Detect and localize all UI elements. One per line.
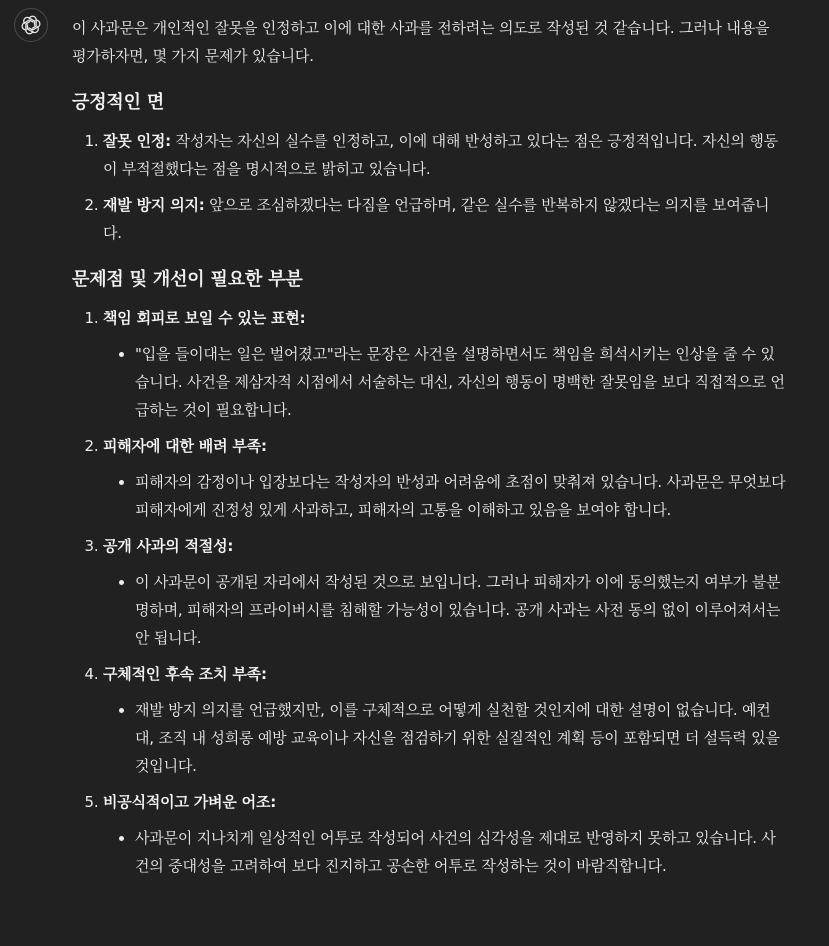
bullet-item: • 사과문이 지나치게 일상적인 어투로 작성되어 사건의 심각성을 제대로 반영하지 못하고 있습니다. 사건의 중대성을 고려하여 보다 진지하고 공손한 어투로 작성하는 것이 바람직합니다. (135, 824, 788, 880)
item-text: 작성자는 자신의 실수를 인정하고, 이에 대해 반성하고 있다는 점은 긍정적입니다. 자신의 행동이 부적절했다는 점을 명시적으로 밝히고 있습니다. (103, 132, 778, 178)
issues-heading: 문제점 및 개선이 필요한 부분 (72, 269, 303, 290)
sub-list (103, 468, 788, 524)
list-item (103, 191, 788, 247)
list-item (103, 127, 788, 183)
intro-paragraph: 이 사과문은 개인적인 잘못을 인정하고 이에 대한 사과를 전하려는 의도로 작성된 것 같습니다. 그러나 내용을 평가하자면, 몇 가지 문제가 있습니다. (72, 19, 770, 65)
positives-heading: 긍정적인 면 (72, 92, 165, 113)
list-item (103, 660, 788, 780)
bullet-item: • "입을 들이대는 일은 벌어졌고"라는 문장은 사건을 설명하면서도 책임을 희석시키는 인상을 줄 수 있습니다. 사건을 제삼자적 시점에서 서술하는 대신, 자신의 행동이 명백한 잘못임을 보다 직접적으로 언급하는 것이 필요합니다. (135, 340, 788, 424)
item-text: 앞으로 조심하겠다는 다짐을 언급하며, 같은 실수를 반복하지 않겠다는 의지를 보여줍니다. (103, 196, 770, 242)
item-title: 비공식적이고 가벼운 어조: (103, 793, 277, 811)
message-content (72, 14, 788, 888)
list-item (103, 432, 788, 524)
list-item (103, 788, 788, 880)
bullet-item: • 이 사과문이 공개된 자리에서 작성된 것으로 보입니다. 그러나 피해자가 이에 동의했는지 여부가 불분명하며, 피해자의 프라이버시를 침해할 가능성이 있습니다. 공개 사과는 사전 동의 없이 이루어져서는 안 됩니다. (135, 568, 788, 652)
sub-list (103, 568, 788, 652)
item-title: 피해자에 대한 배려 부족: (103, 437, 267, 455)
item-title: 구체적인 후속 조치 부족: (103, 665, 267, 683)
item-title: 책임 회피로 보일 수 있는 표현: (103, 309, 306, 327)
openai-logo-icon (20, 14, 42, 36)
sub-list (103, 824, 788, 880)
bullet-item: • 피해자의 감정이나 입장보다는 작성자의 반성과 어려움에 초점이 맞춰져 있습니다. 사과문은 무엇보다 피해자에게 진정성 있게 사과하고, 피해자의 고통을 이해하고 있음을 보여야 합니다. (135, 468, 788, 524)
sub-list (103, 696, 788, 780)
assistant-avatar (14, 8, 48, 42)
item-title: 재발 방지 의지: (103, 196, 205, 214)
bullet-item: • 재발 방지 의지를 언급했지만, 이를 구체적으로 어떻게 실천할 것인지에 대한 설명이 없습니다. 예컨대, 조직 내 성희롱 예방 교육이나 자신을 점검하기 위한 실질적인 계획 등이 포함되면 더 설득력 있을 것입니다. (135, 696, 788, 780)
issues-list (72, 304, 788, 880)
list-item (103, 532, 788, 652)
sub-list (103, 340, 788, 424)
list-item (103, 304, 788, 424)
item-title: 공개 사과의 적절성: (103, 537, 234, 555)
item-title: 잘못 인정: (103, 132, 171, 150)
positives-list (72, 127, 788, 247)
